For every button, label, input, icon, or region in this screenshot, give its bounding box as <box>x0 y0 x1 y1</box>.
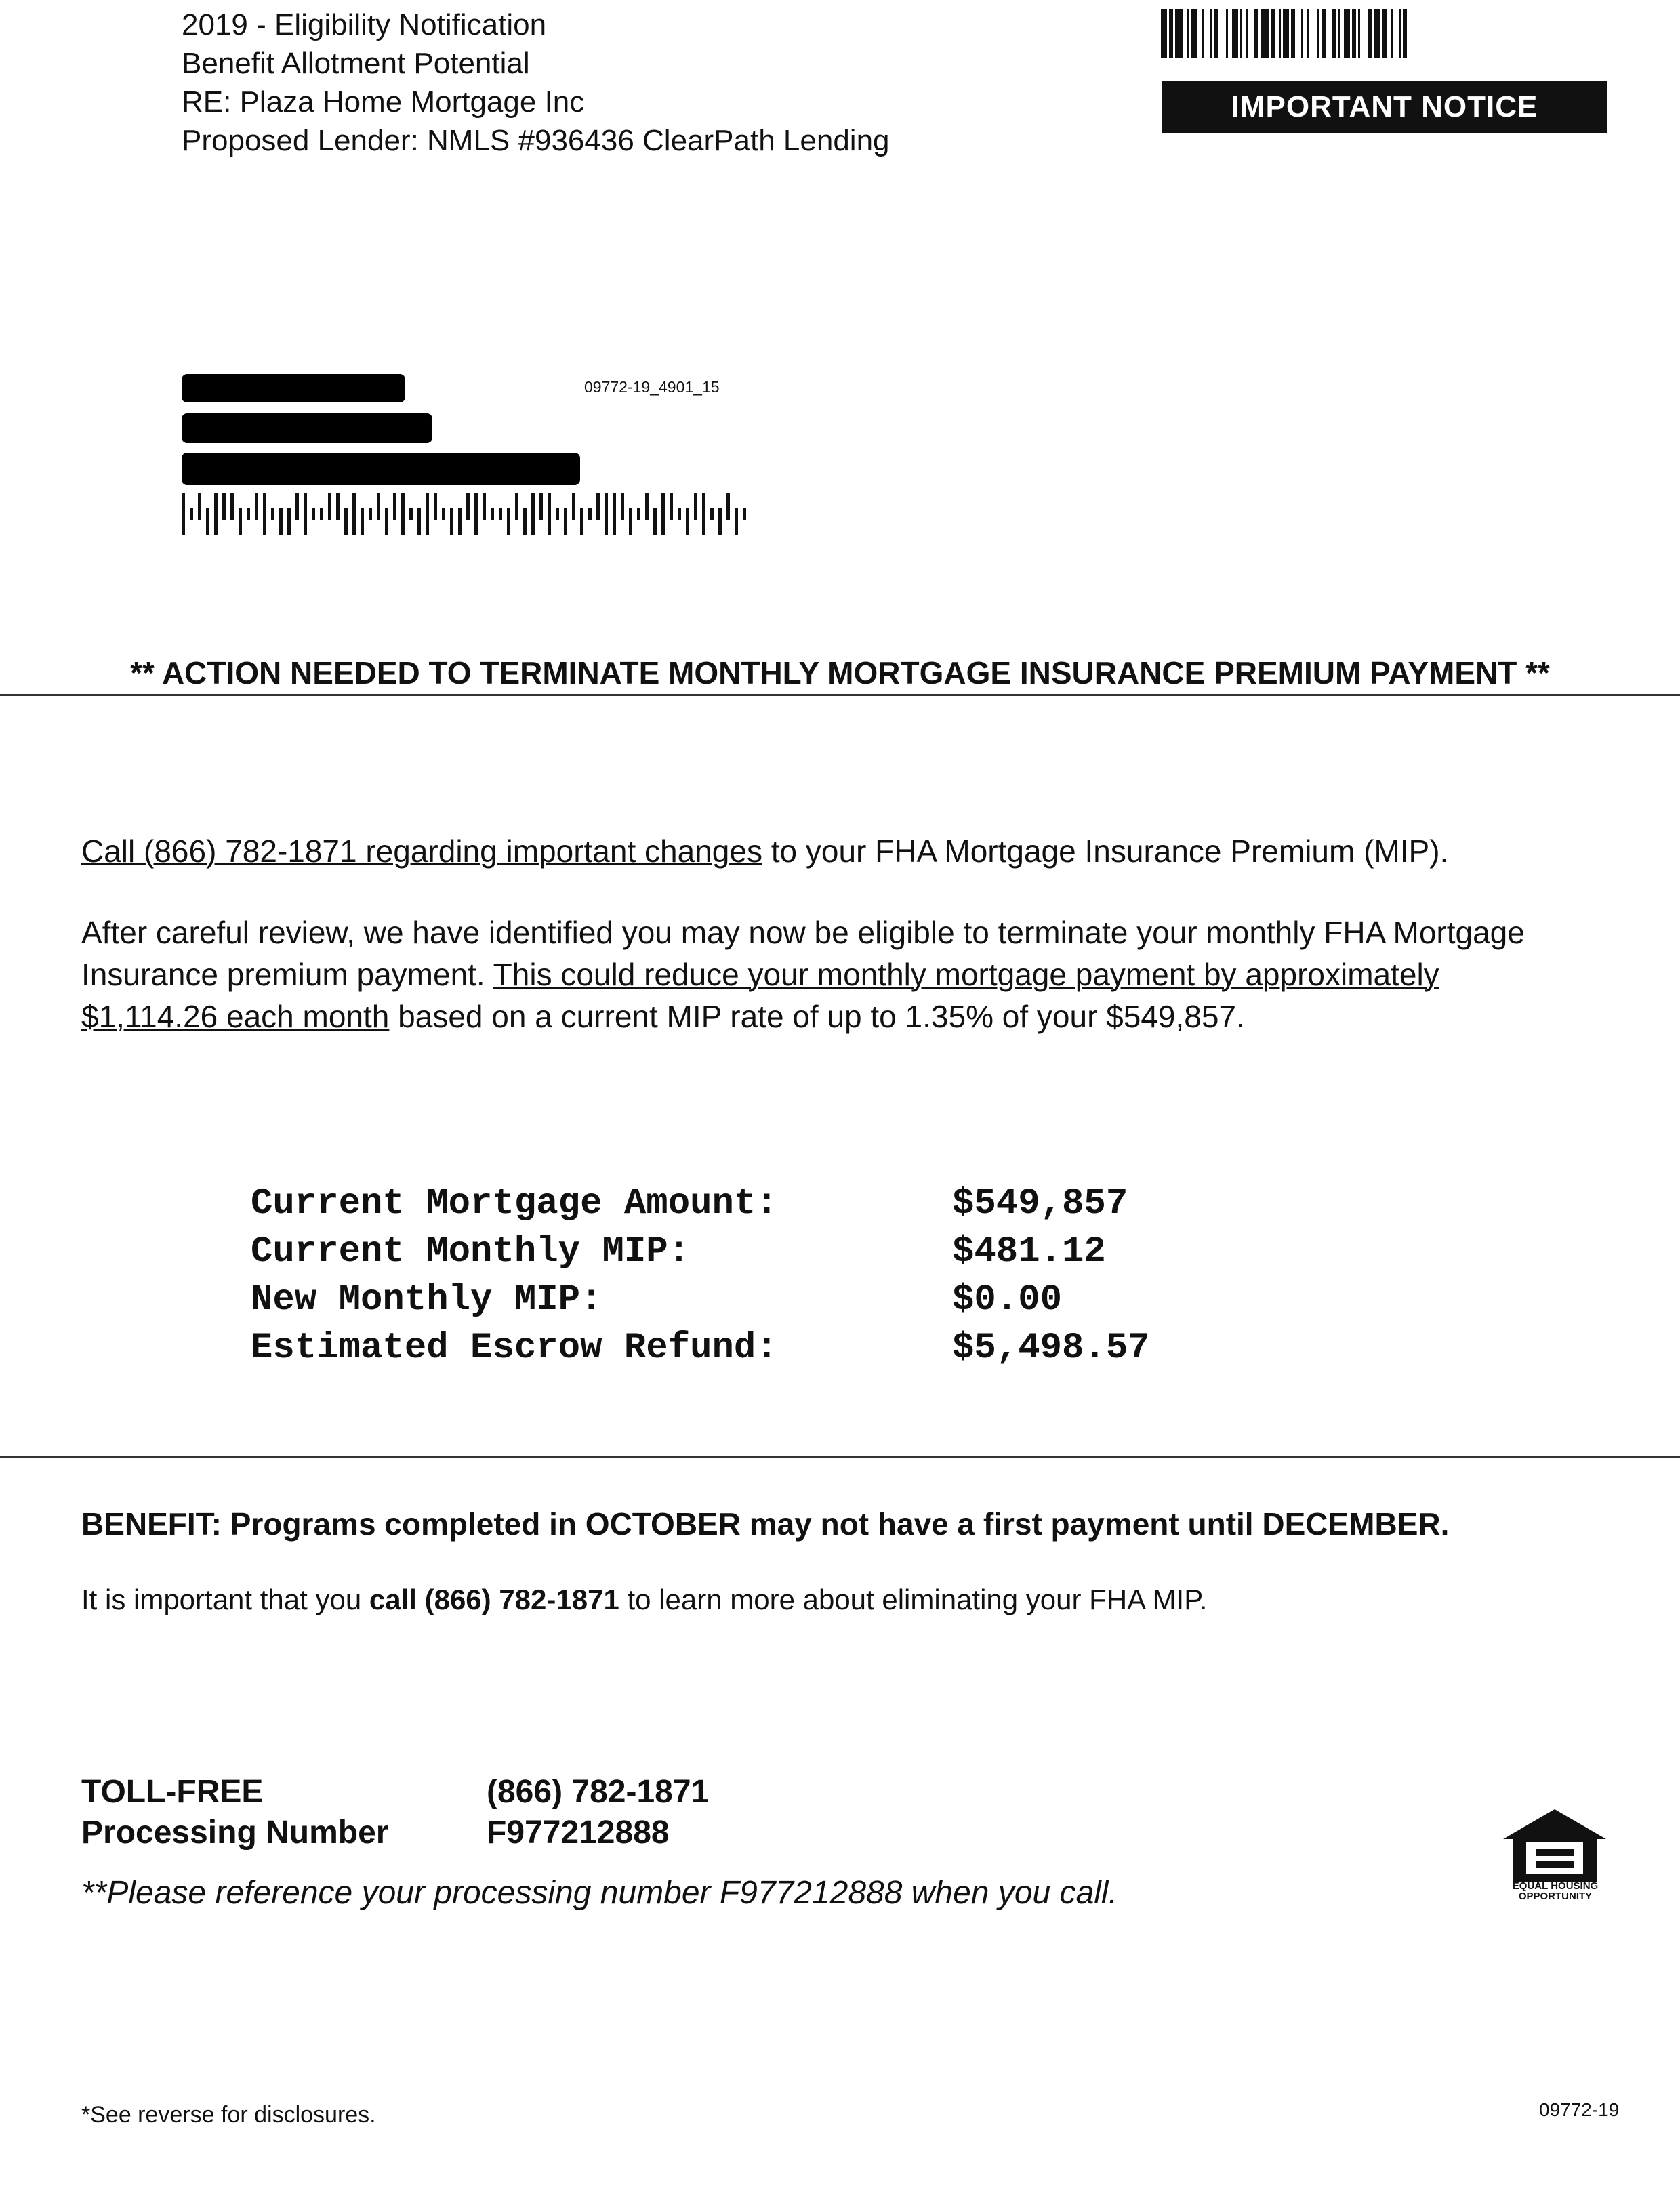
important-after: to learn more about eliminating your FHA MIP. <box>619 1584 1208 1615</box>
processing-label: Processing Number <box>81 1815 389 1851</box>
reference-note: **Please reference your processing number F977212888 when you call. <box>81 1875 1118 1911</box>
redacted-city <box>182 453 580 485</box>
review-line-2-plain: Insurance premium payment. <box>81 957 493 992</box>
row-label: Current Monthly MIP: <box>251 1231 691 1273</box>
benefit-statement: BENEFIT: Programs completed in OCTOBER may not have a first payment until DECEMBER. <box>81 1506 1450 1542</box>
processing-number: F977212888 <box>487 1815 670 1851</box>
call-paragraph-rest: to your FHA Mortgage Insurance Premium (MIP). <box>762 833 1449 869</box>
toll-free-label: TOLL-FREE <box>81 1774 264 1810</box>
row-value: $549,857 <box>952 1183 1128 1224</box>
header-line-2: Benefit Allotment Potential <box>182 47 530 80</box>
call-phone-link[interactable]: Call (866) 782-1871 regarding important changes <box>81 833 762 869</box>
important-before: It is important that you <box>81 1584 369 1615</box>
row-value: $0.00 <box>952 1279 1063 1321</box>
equal-housing-text <box>1491 1881 1620 1901</box>
redacted-street <box>182 413 432 443</box>
postal-barcode <box>182 493 754 535</box>
row-label: New Monthly MIP: <box>251 1279 602 1321</box>
sender-header <box>182 5 890 160</box>
savings-amount: $1,114.26 each month <box>81 999 390 1034</box>
row-label: Estimated Escrow Refund: <box>251 1327 778 1369</box>
important-notice-badge: IMPORTANT NOTICE <box>1162 81 1607 133</box>
divider-top <box>0 694 1680 696</box>
review-paragraph <box>81 911 1525 1037</box>
disclosure-note: *See reverse for disclosures. <box>81 2102 376 2128</box>
document-code: 09772-19 <box>1539 2099 1620 2120</box>
row-value: $481.12 <box>952 1231 1106 1273</box>
barcode-image <box>1161 9 1606 58</box>
row-value: $5,498.57 <box>952 1327 1150 1369</box>
important-call-line <box>81 1584 1207 1616</box>
header-line-3: RE: Plaza Home Mortgage Inc <box>182 85 585 119</box>
review-line-2-underlined: This could reduce your monthly mortgage payment by approximately <box>493 957 1439 992</box>
review-line-1: After careful review, we have identified you may now be eligible to terminate your monthly FHA Mortgage <box>81 915 1525 950</box>
header-line-4: Proposed Lender: NMLS #936436 ClearPath Lending <box>182 124 890 157</box>
equal-housing-line-1: EQUAL HOUSING <box>1512 1880 1599 1892</box>
action-title: ** ACTION NEEDED TO TERMINATE MONTHLY MORTGAGE INSURANCE PREMIUM PAYMENT ** <box>130 655 1550 690</box>
divider-bottom <box>0 1456 1680 1458</box>
header-line-1: 2019 - Eligibility Notification <box>182 8 547 41</box>
important-phone[interactable]: call (866) 782-1871 <box>369 1584 619 1615</box>
review-line-3-plain: based on a current MIP rate of up to 1.35% of your $549,857. <box>389 999 1245 1034</box>
equal-housing-line-2: OPPORTUNITY <box>1518 1891 1593 1902</box>
toll-free-number[interactable]: (866) 782-1871 <box>487 1774 710 1810</box>
call-paragraph <box>81 830 1448 872</box>
redacted-name <box>182 374 405 402</box>
row-label: Current Mortgage Amount: <box>251 1183 778 1224</box>
mailing-reference-code: 09772-19_4901_15 <box>584 378 720 396</box>
